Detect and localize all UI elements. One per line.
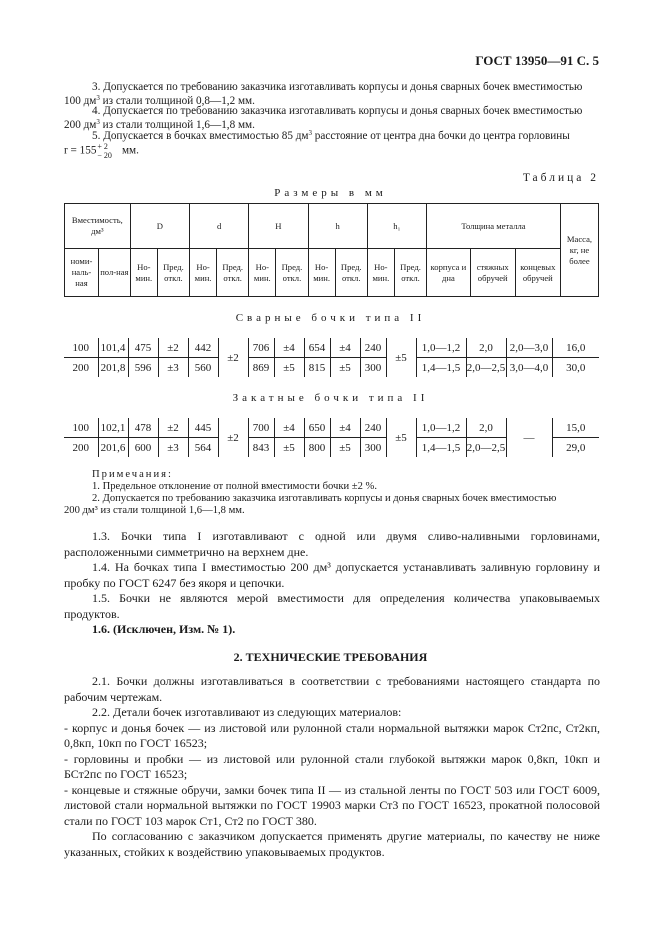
cell-h1-dev: ±5 xyxy=(386,338,416,377)
list-item: - горловины и пробки — из листовой или рулонной стали глубокой вытяжки марок 0,8кп, 10кп и БСт2пс по ГОСТ 16523; xyxy=(64,751,600,781)
col-h-nom: Но-мин. xyxy=(308,249,335,297)
col-h1-dev: Пред. откл. xyxy=(394,249,426,297)
col-mass: Масса, кг, не более xyxy=(560,204,598,297)
table-caption: Размеры в мм xyxy=(274,187,387,199)
cell-D-dev: ±3 xyxy=(158,358,188,378)
note-4-cont: 200 $дм^3$ из стали толщиной 1,6—1,8 мм. xyxy=(64,118,255,131)
para-2-2: 2.2. Детали бочек изготавливают из следующих материалов: xyxy=(92,705,402,719)
col-nominal: номи-наль-ная xyxy=(65,249,99,297)
cell-tie: 2,0 xyxy=(466,418,506,438)
col-body: корпуса и дна xyxy=(427,249,471,297)
cell-h1: 240 xyxy=(360,338,386,358)
cell-D: 478 xyxy=(128,418,158,438)
table-header xyxy=(64,203,599,297)
col-H-nom: Но-мин. xyxy=(249,249,276,297)
cell-mass: 29,0 xyxy=(552,438,599,458)
cell-mass: 15,0 xyxy=(552,418,599,438)
note-5-formula: r = 155 + 2 − 20 мм. xyxy=(64,142,139,160)
cell-h-dev: ±4 xyxy=(330,418,360,438)
para-1-5: 1.5. Бочки не являются мерой вместимости для определения количества упаковываемых продуктов. xyxy=(64,591,600,621)
list-item: - концевые и стяжные обручи, замки бочек типа II — из стальной ленты по ГОСТ 503 или ГОСТ 6009, листовой стали нормальной вытяжки по ГОСТ 19903 марки Ст3 по ГОСТ 16523, прокатной полосовой стали по ГОСТ 103 марок Ст1, Ст2 по ГОСТ 380. xyxy=(64,782,600,828)
cell-nominal: 100 xyxy=(64,338,98,358)
para-1-3: 1.3. Бочки типа I изготавливают с одной или двумя сливо-наливными горловинами, расположенными симметрично на верхнем дне. xyxy=(64,529,600,559)
cell-D: 596 xyxy=(128,358,158,378)
cell-H-dev: ±4 xyxy=(274,338,304,358)
cell-h-dev: ±5 xyxy=(330,438,360,458)
notes-title: Примечания: xyxy=(92,469,173,480)
cell-mass: 30,0 xyxy=(552,358,599,378)
cell-tie: 2,0—2,5 xyxy=(466,438,506,458)
cell-D-dev: ±3 xyxy=(158,438,188,458)
cell-H-dev: ±5 xyxy=(274,358,304,378)
cell-d: 442 xyxy=(188,338,218,358)
cell-h-dev: ±5 xyxy=(330,358,360,378)
col-h: h xyxy=(308,204,367,249)
col-H: H xyxy=(249,204,308,249)
cell-body: 1,4—1,5 xyxy=(416,358,466,378)
cell-nominal: 100 xyxy=(64,418,98,438)
col-capacity: Вместимость, дм³ xyxy=(65,204,131,249)
rolled-table xyxy=(64,418,599,457)
para-2-1: 2.1. Бочки должны изготавливаться в соответствии с требованиями настоящего стандарта по рабочим чертежам. xyxy=(64,674,600,704)
cell-D: 600 xyxy=(128,438,158,458)
col-h1: h₁ xyxy=(367,204,426,249)
cell-end: 3,0—4,0 xyxy=(506,358,552,378)
col-end: концевых обручей xyxy=(515,249,560,297)
cell-h: 650 xyxy=(304,418,330,438)
col-thickness: Толщина металла xyxy=(427,204,561,249)
notes-bottom xyxy=(64,469,600,517)
cell-body: 1,0—1,2 xyxy=(416,338,466,358)
cell-d-dev: ±2 xyxy=(218,418,248,457)
cell-h-dev: ±4 xyxy=(330,338,360,358)
cell-D-dev: ±2 xyxy=(158,338,188,358)
cell-nominal: 200 xyxy=(72,441,89,454)
para-last: По согласованию с заказчиком допускается применять другие материалы, по качеству не ниже указанных, стойких к воздействию упаковываемых продуктов. xyxy=(64,829,600,859)
cell-full: 201,8 xyxy=(98,358,128,378)
note-bottom-2: 2. Допускается по требованию заказчика изготавливать корпусы и донья сварных бочек вместимостью xyxy=(92,493,557,504)
cell-h: 654 xyxy=(304,338,330,358)
col-h-dev: Пред. откл. xyxy=(335,249,367,297)
cell-H: 869 xyxy=(248,358,274,378)
note-bottom-2-cont: 200 дм³ из стали толщиной 1,6—1,8 мм. xyxy=(64,505,245,516)
section-welded-title: Сварные бочки типа II xyxy=(235,312,426,324)
cell-h1: 300 xyxy=(360,358,386,378)
cell-h: 800 xyxy=(304,438,330,458)
table-number: Таблица 2 xyxy=(522,172,599,184)
body-text-2 xyxy=(64,674,600,860)
cell-body: 1,0—1,2 xyxy=(416,418,466,438)
table-row xyxy=(64,418,599,438)
col-D-dev: Пред. откл. xyxy=(157,249,189,297)
col-tie: стяжных обручей xyxy=(470,249,515,297)
note-3: 3. Допускается по требованию заказчика изготавливать корпусы и донья сварных бочек вместимостью xyxy=(92,81,583,93)
para-1-6: 1.6. (Исключен, Изм. № 1). xyxy=(92,622,236,636)
section-rolled-title: Закатные бочки типа II xyxy=(232,392,429,404)
para-1-4: 1.4. На бочках типа I вместимостью 200 дм³ допускается устанавливать заливную горловину и пробку по ГОСТ 6247 без якоря и цепочки. xyxy=(64,560,600,590)
col-d-dev: Пред. откл. xyxy=(217,249,249,297)
cell-H-dev: ±5 xyxy=(274,438,304,458)
cell-h1-dev: ±5 xyxy=(386,418,416,457)
col-d: d xyxy=(189,204,248,249)
cell-full: 101,4 xyxy=(98,338,128,358)
col-full: пол-ная xyxy=(98,249,130,297)
cell-end: — xyxy=(506,418,552,457)
cell-D: 475 xyxy=(128,338,158,358)
cell-tie: 2,0—2,5 xyxy=(466,358,506,378)
cell-d: 445 xyxy=(188,418,218,438)
page-header: ГОСТ 13950—91 С. 5 xyxy=(475,53,599,68)
cell-d: 564 xyxy=(188,438,218,458)
cell-H: 843 xyxy=(248,438,274,458)
table-row xyxy=(64,358,599,378)
cell-tie: 2,0 xyxy=(466,338,506,358)
cell-D-dev: ±2 xyxy=(158,418,188,438)
cell-full: 201,6 xyxy=(98,438,128,458)
note-3-cont: 100 $дм^3$ из стали толщиной 0,8—1,2 мм. xyxy=(64,94,255,107)
cell-h1: 300 xyxy=(360,438,386,458)
cell-full: 102,1 xyxy=(98,418,128,438)
note-bottom-1: 1. Предельное отклонение от полной вместимости бочки ±2 %. xyxy=(92,481,378,492)
cell-H-dev: ±4 xyxy=(274,418,304,438)
list-item: - корпус и донья бочек — из листовой или рулонной стали нормальной вытяжки марок Ст2пс, Ст2кп, 0,8кп, 10кп по ГОСТ 16523; xyxy=(64,720,600,750)
cell-nominal: 200 xyxy=(72,361,89,374)
cell-d: 560 xyxy=(188,358,218,378)
section-2-title: 2. ТЕХНИЧЕСКИЕ ТРЕБОВАНИЯ xyxy=(233,650,428,664)
note-5: 5. Допускается в бочках вместимостью 85 $дм^3$ расстояние от центра дна бочки до центра горловины xyxy=(92,129,570,142)
welded-table xyxy=(64,338,599,377)
col-h1-nom: Но-мин. xyxy=(367,249,394,297)
cell-d-dev: ±2 xyxy=(218,338,248,377)
cell-body: 1,4—1,5 xyxy=(416,438,466,458)
cell-mass: 16,0 xyxy=(552,338,599,358)
cell-end: 2,0—3,0 xyxy=(506,338,552,358)
col-D: D xyxy=(130,204,189,249)
col-D-nom: Но-мин. xyxy=(130,249,157,297)
col-H-dev: Пред. откл. xyxy=(276,249,308,297)
cell-H: 700 xyxy=(248,418,274,438)
body-text xyxy=(64,529,600,638)
col-d-nom: Но-мин. xyxy=(189,249,216,297)
cell-h: 815 xyxy=(304,358,330,378)
cell-H: 706 xyxy=(248,338,274,358)
table-row xyxy=(64,338,599,358)
cell-h1: 240 xyxy=(360,418,386,438)
note-4: 4. Допускается по требованию заказчика изготавливать корпусы и донья сварных бочек вместимостью xyxy=(92,105,583,117)
